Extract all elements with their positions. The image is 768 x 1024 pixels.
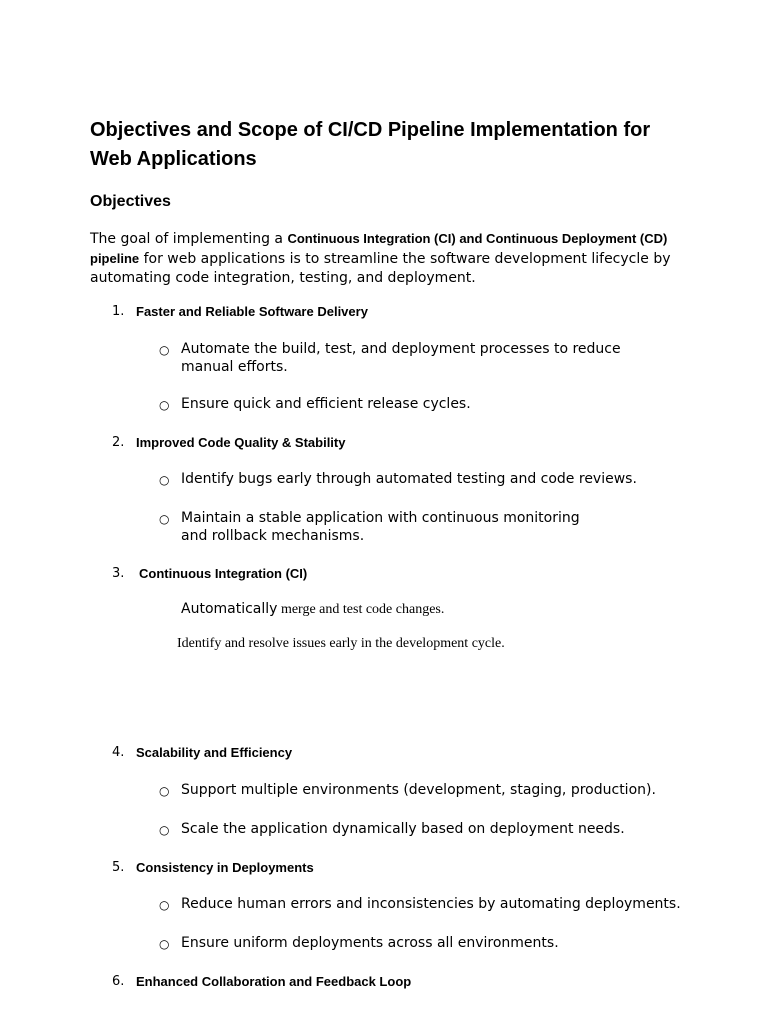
bullet-text: Maintain a stable application with continuous monitoring and rollback mechanisms.	[181, 510, 580, 544]
intro-bold-term: Continuous Integration (CI) and Continuous Deployment (CD) pipeline	[90, 231, 668, 266]
bullet-text: Ensure quick and efficient release cycles.	[181, 396, 471, 412]
intro-text-end: for web applications is to streamline the software development lifecycle by automating code integration, testing, and deployment.	[90, 251, 671, 286]
list-number: 2.	[112, 435, 125, 450]
bullet-circle-icon: ○	[159, 823, 170, 837]
bullet-circle-icon: ○	[159, 473, 170, 487]
list-number: 6.	[112, 974, 125, 989]
list-item-title: Improved Code Quality & Stability	[136, 435, 346, 450]
list-number: 4.	[112, 745, 125, 760]
plain-line	[177, 635, 505, 653]
list-item-title: Scalability and Efficiency	[136, 745, 293, 760]
list-item-title: Faster and Reliable Software Delivery	[136, 304, 368, 319]
bullet-circle-icon: ○	[159, 343, 170, 357]
plain-line-rest: merge and test code changes.	[277, 602, 445, 617]
bullet-circle-icon: ○	[159, 937, 170, 951]
document-title: Objectives and Scope of CI/CD Pipeline Implementation for Web Applications	[90, 119, 651, 170]
intro-paragraph	[90, 229, 680, 288]
list-number: 1.	[112, 304, 125, 319]
plain-line	[181, 600, 444, 619]
bullet-circle-icon: ○	[159, 512, 170, 526]
list-item-title: Continuous Integration (CI)	[139, 566, 308, 581]
bullet-circle-icon: ○	[159, 398, 170, 412]
list-number: 3.	[112, 566, 125, 581]
bullet-text: Automate the build, test, and deployment processes to reduce manual efforts.	[181, 341, 621, 375]
intro-text-start: The goal of implementing a	[90, 231, 288, 247]
plain-line-rest: Identify and resolve issues early in the development cycle.	[177, 636, 505, 651]
list-number: 5.	[112, 860, 125, 875]
list-item-title: Enhanced Collaboration and Feedback Loop	[136, 974, 412, 989]
section-heading-objectives: Objectives	[90, 193, 171, 210]
bullet-text: Identify bugs early through automated testing and code reviews.	[181, 471, 637, 487]
bullet-text: Ensure uniform deployments across all environments.	[181, 935, 559, 951]
bullet-circle-icon: ○	[159, 784, 170, 798]
bullet-text: Support multiple environments (development, staging, production).	[181, 782, 656, 798]
list-item-title: Consistency in Deployments	[136, 860, 314, 875]
bullet-circle-icon: ○	[159, 898, 170, 912]
bullet-text: Scale the application dynamically based on deployment needs.	[181, 821, 625, 837]
bullet-text: Reduce human errors and inconsistencies by automating deployments.	[181, 896, 681, 912]
plain-line-lead: Automatically	[181, 601, 278, 617]
